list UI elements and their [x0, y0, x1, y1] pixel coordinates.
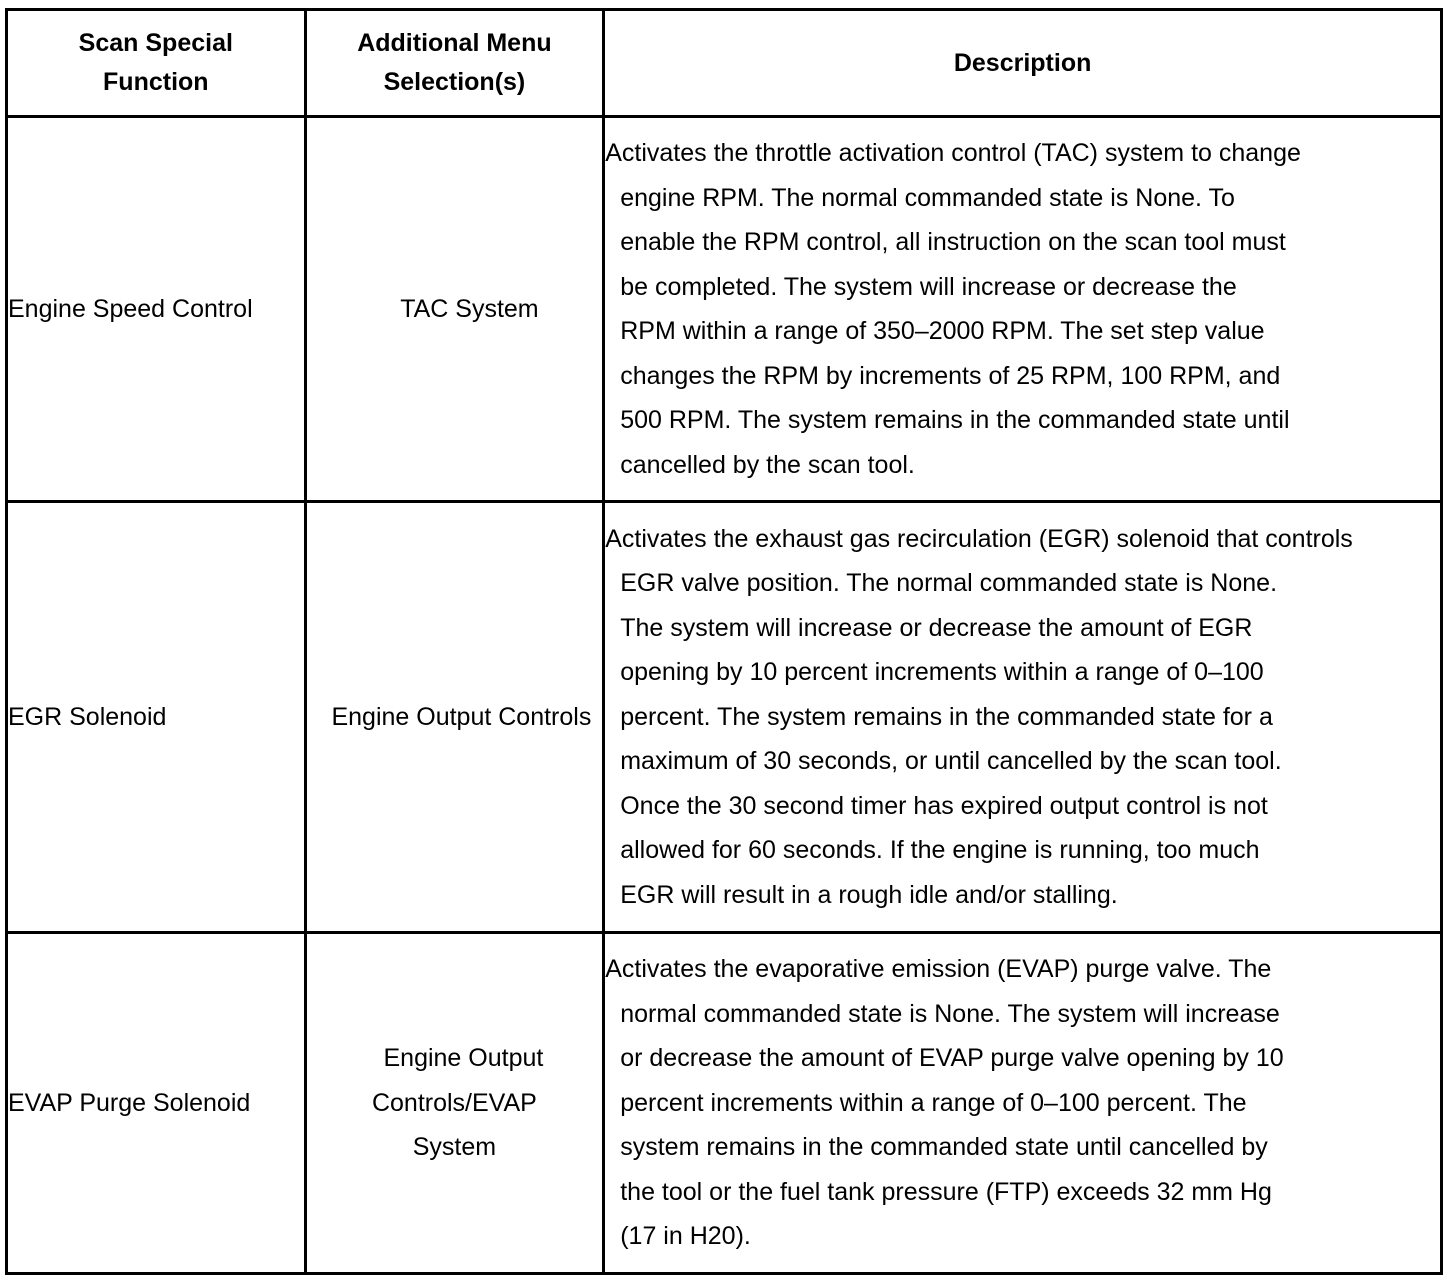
menu-line: TAC System: [400, 294, 539, 323]
menu-line: Controls/EVAP: [371, 1088, 537, 1117]
table-row: [7, 933, 1442, 1274]
description-line: opening by 10 percent increments within a range of 0–100: [620, 658, 1264, 687]
menu-line: Engine Output Controls: [331, 702, 592, 731]
description-line: system remains in the commanded state until cancelled by: [620, 1133, 1268, 1162]
description-line: 500 RPM. The system remains in the commanded state until: [620, 406, 1290, 434]
description-line: EGR valve position. The normal commanded state is None.: [620, 569, 1278, 598]
description-line: EGR will result in a rough idle and/or stalling.: [620, 880, 1118, 909]
description-line: percent. The system remains in the commanded state for a: [620, 702, 1273, 731]
description-line: allowed for 60 seconds. If the engine is running, too much: [620, 836, 1260, 865]
header-scan-special-function: [7, 10, 306, 117]
menu-line: Engine Output: [383, 1044, 544, 1073]
description-line: The system will increase or decrease the amount of EGR: [620, 613, 1253, 642]
scan-special-functions-table: [5, 8, 1443, 1275]
cell-description: [604, 933, 1442, 1274]
description-line: cancelled by the scan tool.: [620, 450, 915, 479]
header-description: [604, 10, 1442, 117]
description-line: or decrease the amount of EVAP purge valve opening by 10: [620, 1044, 1284, 1073]
description-line: Once the 30 second timer has expired output control is not: [620, 791, 1268, 820]
description-line: percent increments within a range of 0–100 percent. The: [620, 1088, 1247, 1117]
description-line: engine RPM. The normal commanded state is None. To: [620, 183, 1235, 212]
table-row: [7, 117, 1442, 502]
cell-description: [604, 117, 1442, 502]
cell-menu-selection: [305, 933, 604, 1274]
menu-line: System: [412, 1133, 497, 1162]
description-line: Activates the throttle activation control (TAC) system to change: [605, 139, 1301, 167]
description-line: enable the RPM control, all instruction on the scan tool must: [620, 228, 1286, 256]
cell-function: Engine Speed Control: [7, 117, 306, 502]
header-additional-menu-selections: [305, 10, 604, 117]
description-line: changes the RPM by increments of 25 RPM, 100 RPM, and: [620, 361, 1281, 390]
header-line: Function: [103, 68, 209, 96]
description-line: normal commanded state is None. The system will increase: [620, 999, 1280, 1028]
header-line: Scan Special: [78, 29, 233, 57]
cell-menu-selection: [305, 117, 604, 502]
description-line: be completed. The system will increase or decrease the: [620, 272, 1237, 301]
description-line: the tool or the fuel tank pressure (FTP) exceeds 32 mm Hg: [620, 1177, 1272, 1206]
cell-description: [604, 502, 1442, 933]
description-line: RPM within a range of 350–2000 RPM. The set step value: [620, 317, 1265, 345]
cell-function: EVAP Purge Solenoid: [7, 933, 306, 1274]
header-line: Additional Menu: [357, 29, 552, 57]
cell-menu-selection: [305, 502, 604, 933]
description-line: Activates the evaporative emission (EVAP) purge valve. The: [605, 955, 1272, 984]
description-line: (17 in H20).: [620, 1222, 751, 1251]
cell-function: EGR Solenoid: [7, 502, 306, 933]
description-line: Activates the exhaust gas recirculation (EGR) solenoid that controls: [605, 524, 1353, 553]
header-line: Description: [953, 48, 1092, 77]
table-header-row: [7, 10, 1442, 117]
description-line: maximum of 30 seconds, or until cancelled by the scan tool.: [620, 747, 1282, 776]
header-line: Selection(s): [383, 68, 526, 96]
table-row: [7, 502, 1442, 933]
